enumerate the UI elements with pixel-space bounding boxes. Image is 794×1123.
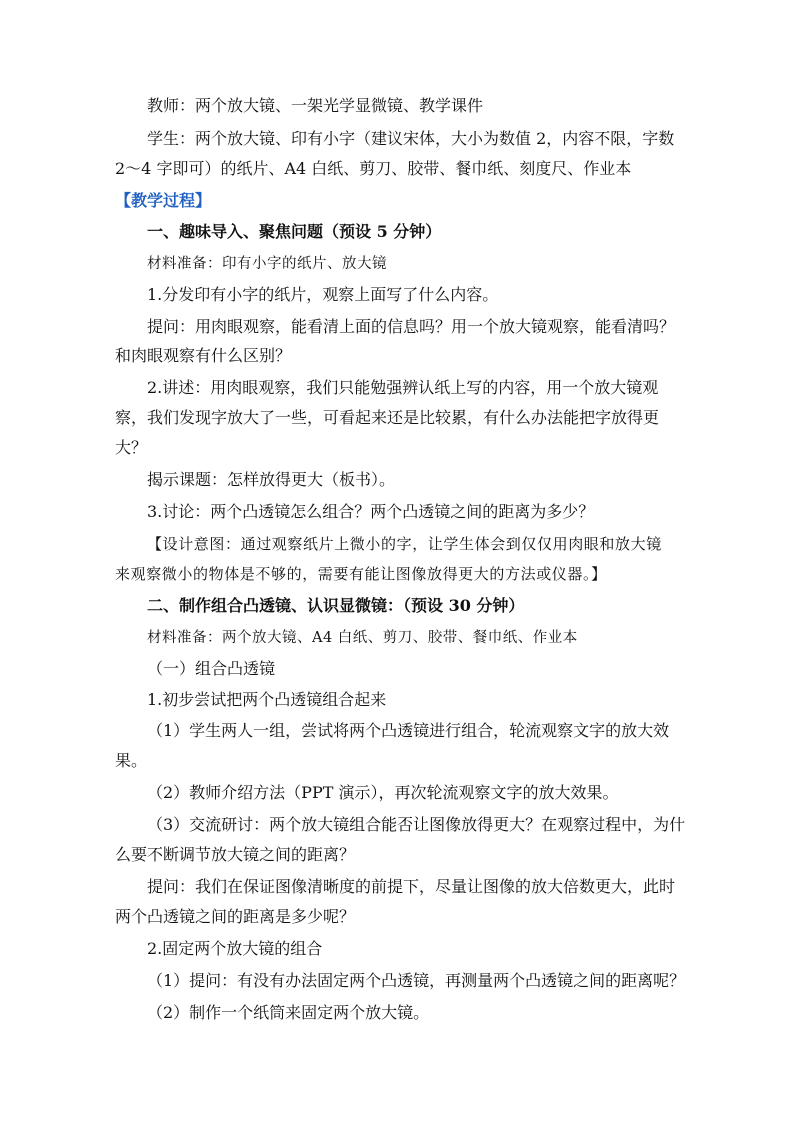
item-2: （2）教师介绍方法（PPT 演示），再次轮流观察文字的放大效果。 xyxy=(147,783,619,802)
step-2-line3: 大？ xyxy=(115,438,148,457)
part-two-heading: 二、制作组合凸透镜、认识显微镜：（预设 30 分钟） xyxy=(147,596,525,615)
section-heading-teaching-process: 【教学过程】 xyxy=(115,191,212,210)
design-intent-line1: 【设计意图：通过观察纸片上微小的字，让学生体会到仅仅用肉眼和放大镜 xyxy=(147,535,662,553)
item-1-line2: 果。 xyxy=(115,751,148,770)
step-2-line2: 察，我们发现字放大了一些，可看起来还是比较累，有什么办法能把字放得更 xyxy=(115,408,660,427)
item-1-line1: （1）学生两人一组，尝试将两个凸透镜进行组合，轮流观察文字的放大效 xyxy=(147,721,670,740)
item-3-line1: （3）交流研讨：两个放大镜组合能否让图像放得更大？在观察过程中，为什 xyxy=(147,815,686,834)
question-2-line1: 提问：我们在保证图像清晰度的前提下，尽量让图像的放大倍数更大，此时 xyxy=(147,877,676,896)
materials-note-1: 材料准备：印有小字的纸片、放大镜 xyxy=(147,256,387,272)
student-materials-line1: 学生：两个放大镜、印有小字（建议宋体，大小为数值 2，内容不限，字数 xyxy=(147,129,675,148)
subsection-heading: （一）组合凸透镜 xyxy=(147,659,276,678)
design-intent-line2: 来观察微小的物体是不够的，需要有能让图像放得更大的方法或仪器。】 xyxy=(115,565,607,583)
step-1: 1.分发印有小字的纸片，观察上面写了什么内容。 xyxy=(147,285,499,304)
item-3-line2: 么要不断调节放大镜之间的距离？ xyxy=(115,845,356,864)
part-one-heading: 一、趣味导入、聚焦问题（预设 5 分钟） xyxy=(147,222,442,241)
step-2-line1: 2.讲述：用肉眼观察，我们只能勉强辨认纸上写的内容，用一个放大镜观 xyxy=(147,378,659,397)
question-1-line2: 和肉眼观察有什么区别？ xyxy=(115,346,292,365)
teacher-materials: 教师：两个放大镜、一架光学显微镜、教学课件 xyxy=(147,96,484,115)
step-3: 3.讨论：两个凸透镜怎么组合？两个凸透镜之间的距离为多少？ xyxy=(147,502,595,521)
lesson-topic: 揭示课题：怎样放得更大（板书）。 xyxy=(147,470,396,489)
fix-item-1: （1）提问：有没有办法固定两个凸透镜，再测量两个凸透镜之间的距离呢？ xyxy=(147,971,686,990)
step-fix-lenses: 2.固定两个放大镜的组合 xyxy=(147,939,323,958)
question-2-line2: 两个凸透镜之间的距离是多少呢？ xyxy=(115,907,356,926)
step-initial-try: 1.初步尝试把两个凸透镜组合起来 xyxy=(147,690,387,709)
fix-item-2: （2）制作一个纸筒来固定两个放大镜。 xyxy=(147,1003,430,1022)
materials-note-2: 材料准备：两个放大镜、A4 白纸、剪刀、胶带、餐巾纸、作业本 xyxy=(147,630,578,646)
student-materials-line2: 2～4 字即可）的纸片、A4 白纸、剪刀、胶带、餐巾纸、刻度尺、作业本 xyxy=(115,159,632,178)
question-1-line1: 提问：用肉眼观察，能看清上面的信息吗？用一个放大镜观察，能看清吗？ xyxy=(147,317,676,336)
